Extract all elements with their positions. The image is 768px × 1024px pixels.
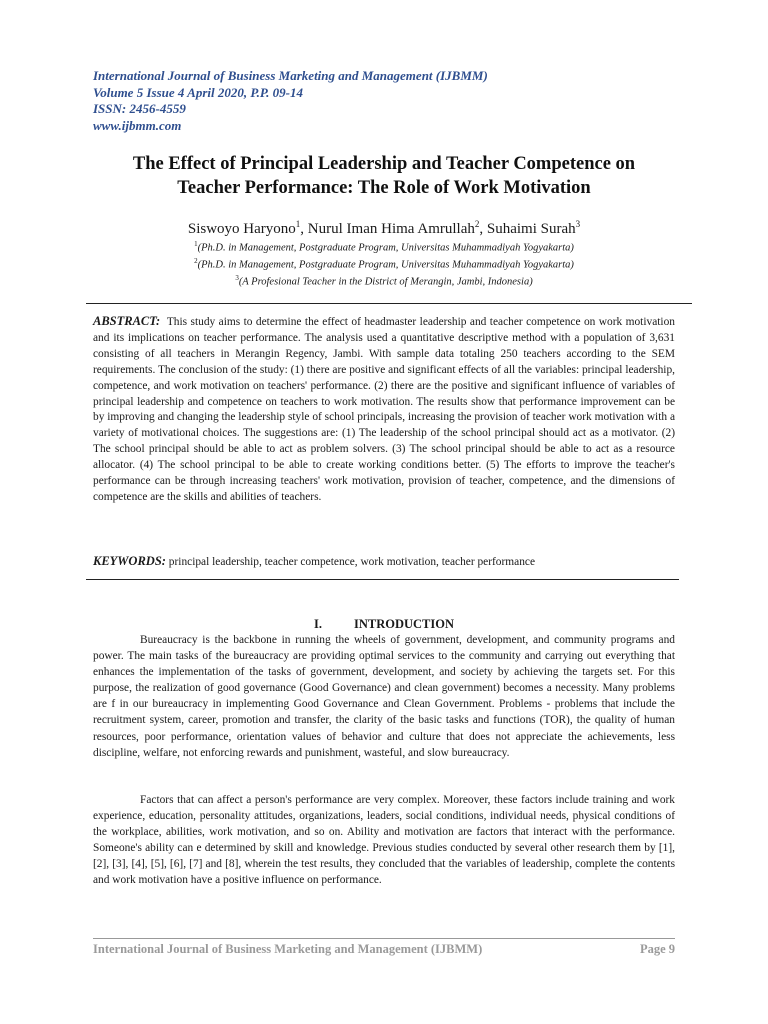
affiliation-item [80, 272, 688, 289]
footer-rule [93, 938, 675, 939]
author-list [80, 214, 688, 239]
journal-url: www.ijbmm.com [93, 117, 182, 133]
author-separator: , [300, 221, 308, 237]
affiliation-item [80, 255, 688, 272]
abstract-top-rule [86, 303, 692, 304]
author-mark: 2 [474, 219, 480, 229]
author-name: Siswoyo Haryono [187, 221, 296, 237]
keywords-label: KEYWORDS: [93, 554, 166, 568]
journal-issn: ISSN: 2456-4559 [93, 101, 186, 116]
journal-volume: Volume 5 Issue 4 April 2020, P.P. 09-14 [93, 84, 303, 100]
abstract-label: ABSTRACT: [93, 314, 161, 328]
keywords-text: principal leadership, teacher competence, work motivation, teacher performance [168, 556, 536, 568]
paper-title [80, 152, 688, 200]
affiliation-list [80, 238, 688, 289]
section-number: I. [313, 617, 322, 631]
section-heading-introduction [93, 616, 675, 632]
body-paragraph: Factors that can affect a person's performance are very complex. Moreover, these factors include training and work experience, education, personality attitudes, organizations, leaders, social conditions, individual needs, physical conditions of the workplace, abilities, work motivation, and so on. Ability and motivation are factors that interact with the performance. Someone's ability can e determined by skill and knowledge. Previous studies conducted by several other research them by [1], [2], [3], [4], [5], [6], [7] and [8], wherein the test results, they concluded that the variables of leadership, complete the contents and work motivation have a positive influence on performance. [93, 794, 675, 887]
paper-title-line-1: The Effect of Principal Leadership and Teacher Competence on [132, 154, 636, 174]
abstract-text: This study aims to determine the effect of headmaster leadership and teacher competence on work motivation and its implications on teacher performance. The analysis used a quantitative descriptive method with a population of 3,631 consisting of all teachers in Merangin Regency, Jambi. With sample data totaling 250 teachers according to the SEM requirements. The conclusion of the study: (1) there are positive and significant effects of all the variables: principal leadership, competence, and work motivation on teachers' performance. (2) there are the positive and significant influence of variables of principal leadership and competence on teachers to work motivation. The results show that performance improvement can be by improving and changing the leadership style of school principals, increasing the provision of teacher work motivation with a variety of motivational choices. The suggestions are: (1) The leadership of the school principal should act as a motivator. (2) The school principal should be able to act as problem solvers. (3) The school principal should be able to act as a resource allocator. (4) The school principal to be able to create working conditions better. (5) The efforts to improve the teacher's performance can be through increasing teachers' work motivation, provision of teacher, competence, and the dimensions of competence are the skills and abilities of teachers. [93, 316, 675, 503]
affiliation-text: (Ph.D. in Management, Postgraduate Program, Universitas Muhammadiyah Yogyakarta) [197, 242, 574, 254]
footer-page-number: Page 9 [639, 942, 675, 956]
abstract-block [93, 314, 675, 506]
section-title: INTRODUCTION [353, 617, 454, 631]
journal-name: International Journal of Business Marketing and Management (IJBMM) [93, 68, 488, 83]
affiliation-mark: 3 [235, 274, 239, 282]
affiliation-item [80, 238, 688, 255]
author-name: Nurul Iman Hima Amrullah [307, 221, 475, 237]
abstract-bottom-rule [86, 579, 679, 580]
affiliation-text: (Ph.D. in Management, Postgraduate Program, Universitas Muhammadiyah Yogyakarta) [197, 259, 574, 271]
author-mark: 1 [295, 219, 301, 229]
journal-header [93, 68, 693, 134]
paper-title-line-2: Teacher Performance: The Role of Work Motivation [177, 178, 591, 198]
author-mark: 3 [575, 219, 581, 229]
affiliation-mark: 2 [194, 257, 198, 265]
affiliation-text: (A Profesional Teacher in the District of Merangin, Jambi, Indonesia) [238, 276, 533, 288]
author-separator: , [479, 221, 487, 237]
footer-journal-name: International Journal of Business Marketing and Management (IJBMM) [93, 942, 483, 956]
affiliation-mark: 1 [194, 240, 198, 248]
keywords-block [93, 554, 675, 570]
body-paragraph: Bureaucracy is the backbone in running the wheels of government, development, and community programs and power. The main tasks of the bureaucracy are providing optimal services to the community and carrying out everything that enhances the implementation of the tasks of government, development, and society by achieving the targets set. For this purpose, the realization of good governance (Good Governance) and clean government) becomes a necessity. Many problems are f in our bureaucracy in implementing Good Governance and Clean Government. Problems - problems that include the recruitment system, career, promotion and transfer, the clarity of the basic tasks and functions (TOR), the quality of human resources, poor performance, orientation values of behavior and culture that does not appreciate the achievements, less discipline, welfare, not enforcing rewards and punishment, wasteful, and slow bureaucracy. [93, 634, 675, 759]
author-name: Suhaimi Surah [486, 221, 576, 237]
